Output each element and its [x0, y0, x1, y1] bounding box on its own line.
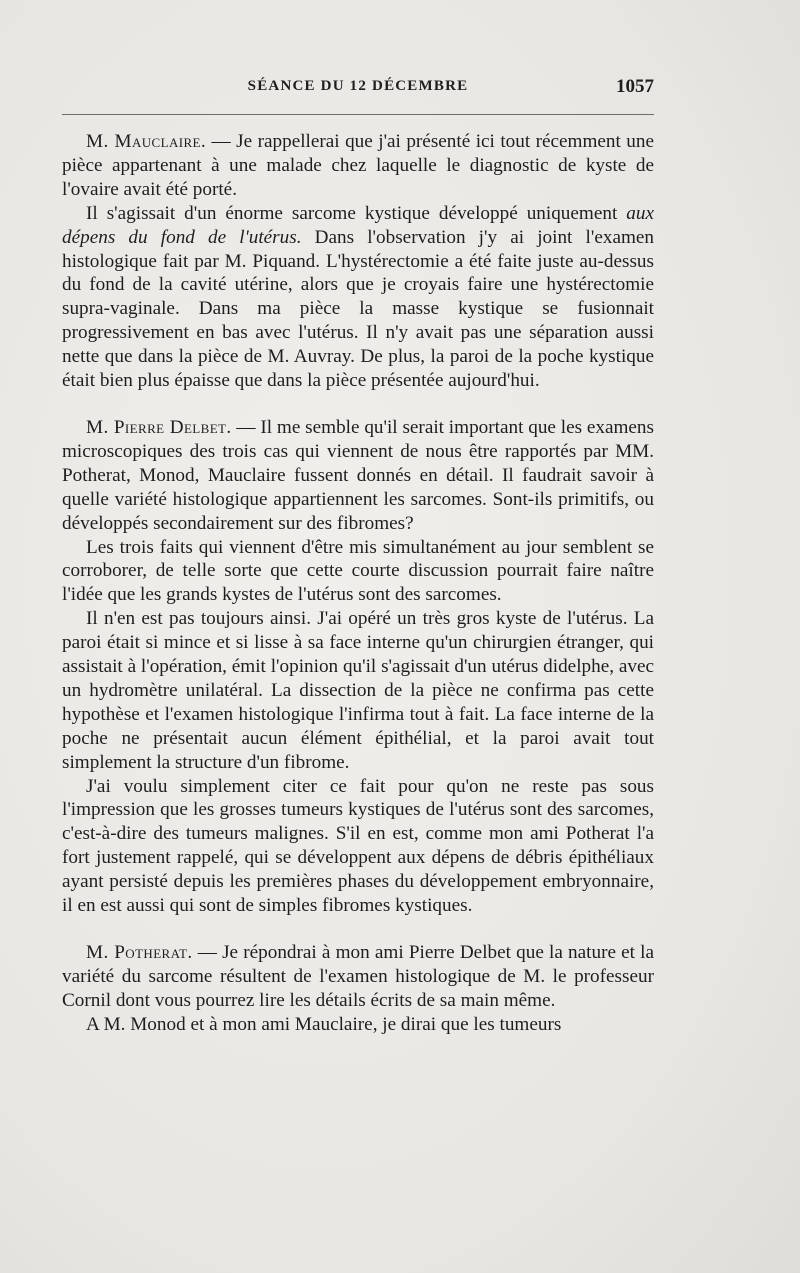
paragraph-text: Il s'agissait d'un énorme sarcome kystique développé uniquement [86, 202, 627, 224]
paragraph-mauclaire-remark [62, 130, 654, 202]
running-title: SÉANCE DU 12 DÉCEMBRE [247, 78, 469, 94]
page-number: 1057 [616, 76, 654, 97]
paragraph-text: — Je rappellerai que j'ai présenté ici tout récemment une pièce appartenant à une malade chez laquelle le diagnostic de kyste de l'ovaire avait été porté. [62, 131, 655, 200]
paragraph-citer-ce-fait [62, 775, 654, 918]
header-rule [62, 114, 654, 115]
speaker-name: M. Mauclaire. [86, 131, 207, 152]
paragraph-monod-mauclaire [62, 1013, 654, 1037]
paragraph-text: Les trois faits qui viennent d'être mis simultanément au jour semblent se corroborer, de telle sorte que cette courte discussion pourrait faire naître l'idée que les grands kystes de l'utérus sont des sarcomes. [62, 536, 654, 606]
paragraph-text: J'ai voulu simplement citer ce fait pour qu'on ne reste pas sous l'impression que les grosses tumeurs kystiques de l'utérus sont des sarcomes, c'est-à-dire des tumeurs malignes. S'il en est, comme mon ami Potherat l'a fort justement rappelé, qui se développent aux dépens de débris épithéliaux ayant persisté depuis les premières phases du développement embryonnaire, il en est aussi qui sont de simples fibromes kystiques. [62, 775, 654, 917]
paragraph-trois-faits [62, 536, 654, 608]
emphasized-phrase: aux dépens du fond de l'utérus. [62, 202, 654, 248]
paragraph-text: Dans l'observation j'y ai joint l'examen histologique fait par M. Piquand. L'hystérectomie a été faite juste au-dessus du fond de la cavité utérine, alors que je croyais faire une hystérectomie supra-vaginale. Dans ma pièce la masse kystique se fusionnait progressivement en bas avec l'utérus. Il n'y avait pas une séparation aussi nette que dans la pièce de M. Auvray. De plus, la paroi de la poche kystique était bien plus épaisse que dans la pièce présentée aujourd'hui. [62, 226, 654, 392]
body-text [62, 130, 654, 1037]
paragraph-text: Il n'en est pas toujours ainsi. J'ai opéré un très gros kyste de l'utérus. La paroi était si mince et si lisse à sa face interne qu'un chirurgien étranger, qui assistait à l'opération, émit l'opinion qu'il s'agissait d'un utérus didelphe, avec un hydromètre unilatéral. La dissection de la pièce ne confirma pas cette hypothèse et l'examen histologique l'infirma tout à fait. La face interne de la poche ne présentait aucun élément épithélial, et la paroi avait tout simplement la structure d'un fibrome. [62, 608, 654, 773]
speaker-name: M. Potherat. [86, 942, 193, 963]
speaker-name: M. Pierre Delbet. [86, 416, 232, 438]
paragraph-text: A M. Monod et à mon ami Mauclaire, je dirai que les tumeurs [86, 1013, 562, 1035]
paragraph-text: — Je répondrai à mon ami Pierre Delbet que la nature et la variété du sarcome résultent de l'examen histologique de M. le professeur Cornil dont vous pourrez lire les détails écrits de sa main même. [62, 942, 655, 1011]
running-head [62, 78, 654, 100]
paragraph-text: — Il me semble qu'il serait important que les examens microscopiques des trois cas qui viennent de nous être rapportés par MM. Potherat, Monod, Mauclaire fussent donnés en détail. Il faudrait savoir à quelle variété histologique appartiennent les sarcomes. Sont-ils primitifs, ou développés secondairement sur des fibromes? [62, 416, 654, 534]
paragraph-delbet-remark [62, 416, 654, 536]
paragraph-gros-kyste [62, 607, 654, 774]
paragraph-potherat-remark [62, 941, 654, 1013]
paragraph-sarcome-description [62, 202, 654, 393]
